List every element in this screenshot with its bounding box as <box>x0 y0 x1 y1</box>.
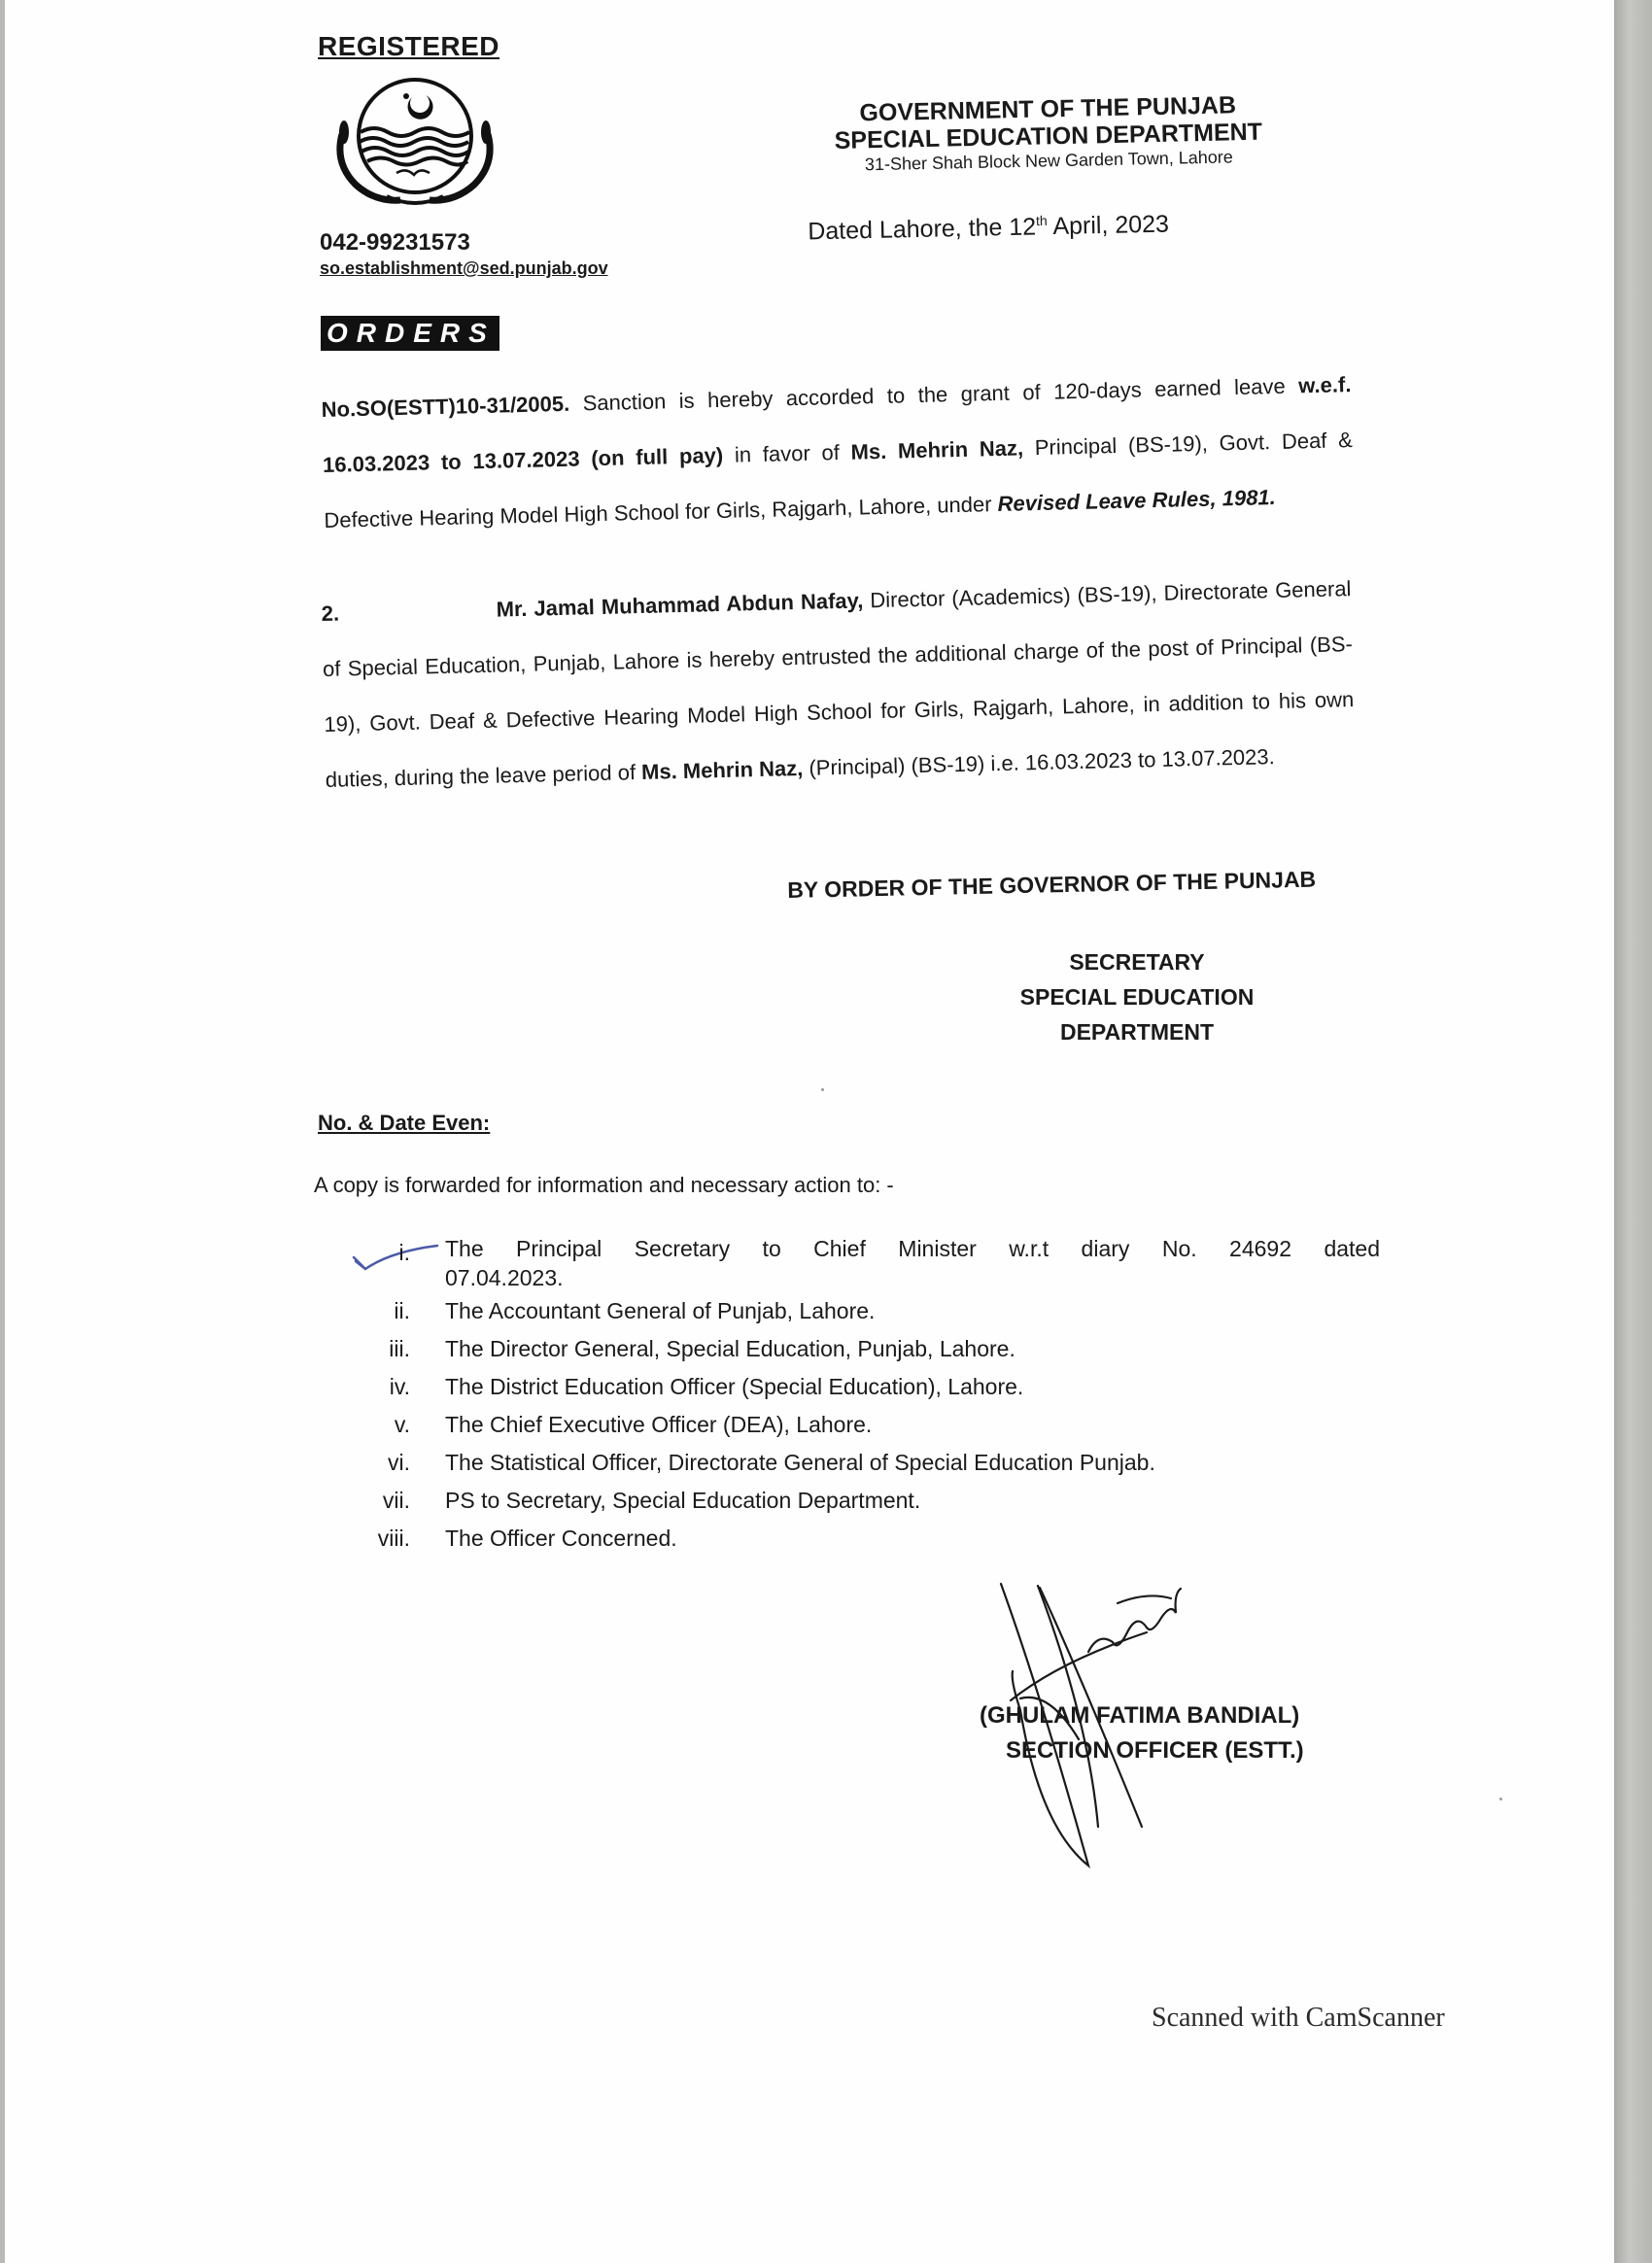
phone-number: 042-99231573 <box>320 229 470 256</box>
leave-rules: Revised Leave Rules, 1981. <box>997 485 1277 517</box>
reference-number: No.SO(ESTT)10-31/2005. <box>321 391 570 422</box>
signatory-designation: SECTION OFFICER (ESTT.) <box>1006 1737 1304 1764</box>
orders-heading: ORDERS <box>321 316 499 351</box>
charge-holder-name: Mr. Jamal Muhammad Abdun Nafay, <box>496 588 864 622</box>
list-item: iv. The District Education Officer (Special Education), Lahore. <box>389 1374 1024 1399</box>
dated-line: Dated Lahore, the 12th April, 2023 <box>808 210 1170 246</box>
list-item: vii. PS to Secretary, Special Education Department. <box>382 1488 921 1513</box>
employee-name: Ms. Mehrin Naz, <box>850 435 1024 464</box>
government-title: GOVERNMENT OF THE PUNJAB <box>859 91 1237 127</box>
list-item: v. The Chief Executive Officer (DEA), Lahore. <box>394 1412 873 1437</box>
scan-edge-right <box>1614 0 1652 2263</box>
scan-speck <box>1499 1798 1502 1800</box>
no-date-even-heading: No. & Date Even: <box>318 1111 491 1135</box>
distribution-list <box>340 1234 1380 1558</box>
order-paragraph-1: No.SO(ESTT)10-31/2005. Sanction is hereby accorded to the grant of 120-days earned leave w.e.f. 16.03.2023 to 13.07.2023 (on full pay) in favor of Ms. Mehrin Naz, Principal (BS-19), Govt. Deaf & Defective Hearing Model High School for Girls, Rajgarh, Lahore, under Revised Leave Rules, 1981. <box>321 372 1354 532</box>
scan-speck <box>821 1088 824 1091</box>
by-order-line: BY ORDER OF THE GOVERNOR OF THE PUNJAB <box>787 866 1317 903</box>
copy-forwarded-line: A copy is forwarded for information and necessary action to: - <box>314 1173 894 1197</box>
handwritten-signature-icon <box>981 1574 1205 1875</box>
document-page <box>5 0 1614 2263</box>
letterhead <box>785 90 1312 177</box>
list-item: iii. The Director General, Special Education, Punjab, Lahore. <box>389 1336 1015 1361</box>
order-paragraph-2: 2. Mr. Jamal Muhammad Abdun Nafay, Director (Academics) (BS-19), Directorate General of Special Education, Punjab, Lahore is hereby entrusted the additional charge of the post of Principal (BS-19), Govt. Deaf & Defective Hearing Model High School for Girls, Rajgarh, Lahore, in addition to his own duties, during the leave period of Ms. Mehrin Naz, (Principal) (BS-19) i.e. 16.03.2023 to 13.07.2023. <box>321 576 1355 792</box>
paragraph-number: 2. <box>321 600 340 626</box>
list-item: viii. The Officer Concerned. <box>377 1526 677 1551</box>
registered-label: REGISTERED <box>318 31 500 61</box>
leave-period: w.e.f. 16.03.2023 to 13.07.2023 (on full pay) <box>322 372 1352 477</box>
department-title: SPECIAL EDUCATION DEPARTMENT <box>834 118 1263 154</box>
list-item: i. The Principal Secretary to Chief Minister w.r.t diary No. 24692 dated 07.04.2023. <box>398 1236 1380 1290</box>
secretary-block: SECRETARY SPECIAL EDUCATION DEPARTMENT <box>1019 949 1255 1045</box>
list-item: ii. The Accountant General of Punjab, Lahore. <box>394 1298 876 1323</box>
signatory-name: (GHULAM FATIMA BANDIAL) <box>980 1702 1300 1729</box>
punjab-emblem-icon <box>328 76 501 210</box>
camscanner-watermark: Scanned with CamScanner <box>1152 2003 1445 2033</box>
leave-holder-name: Ms. Mehrin Naz, <box>640 755 804 784</box>
list-item: vi. The Statistical Officer, Directorate General of Special Education Punjab. <box>388 1450 1155 1475</box>
department-address: 31-Sher Shah Block New Garden Town, Lahore <box>864 147 1233 175</box>
email-link[interactable]: so.establishment@sed.punjab.gov <box>320 258 608 278</box>
